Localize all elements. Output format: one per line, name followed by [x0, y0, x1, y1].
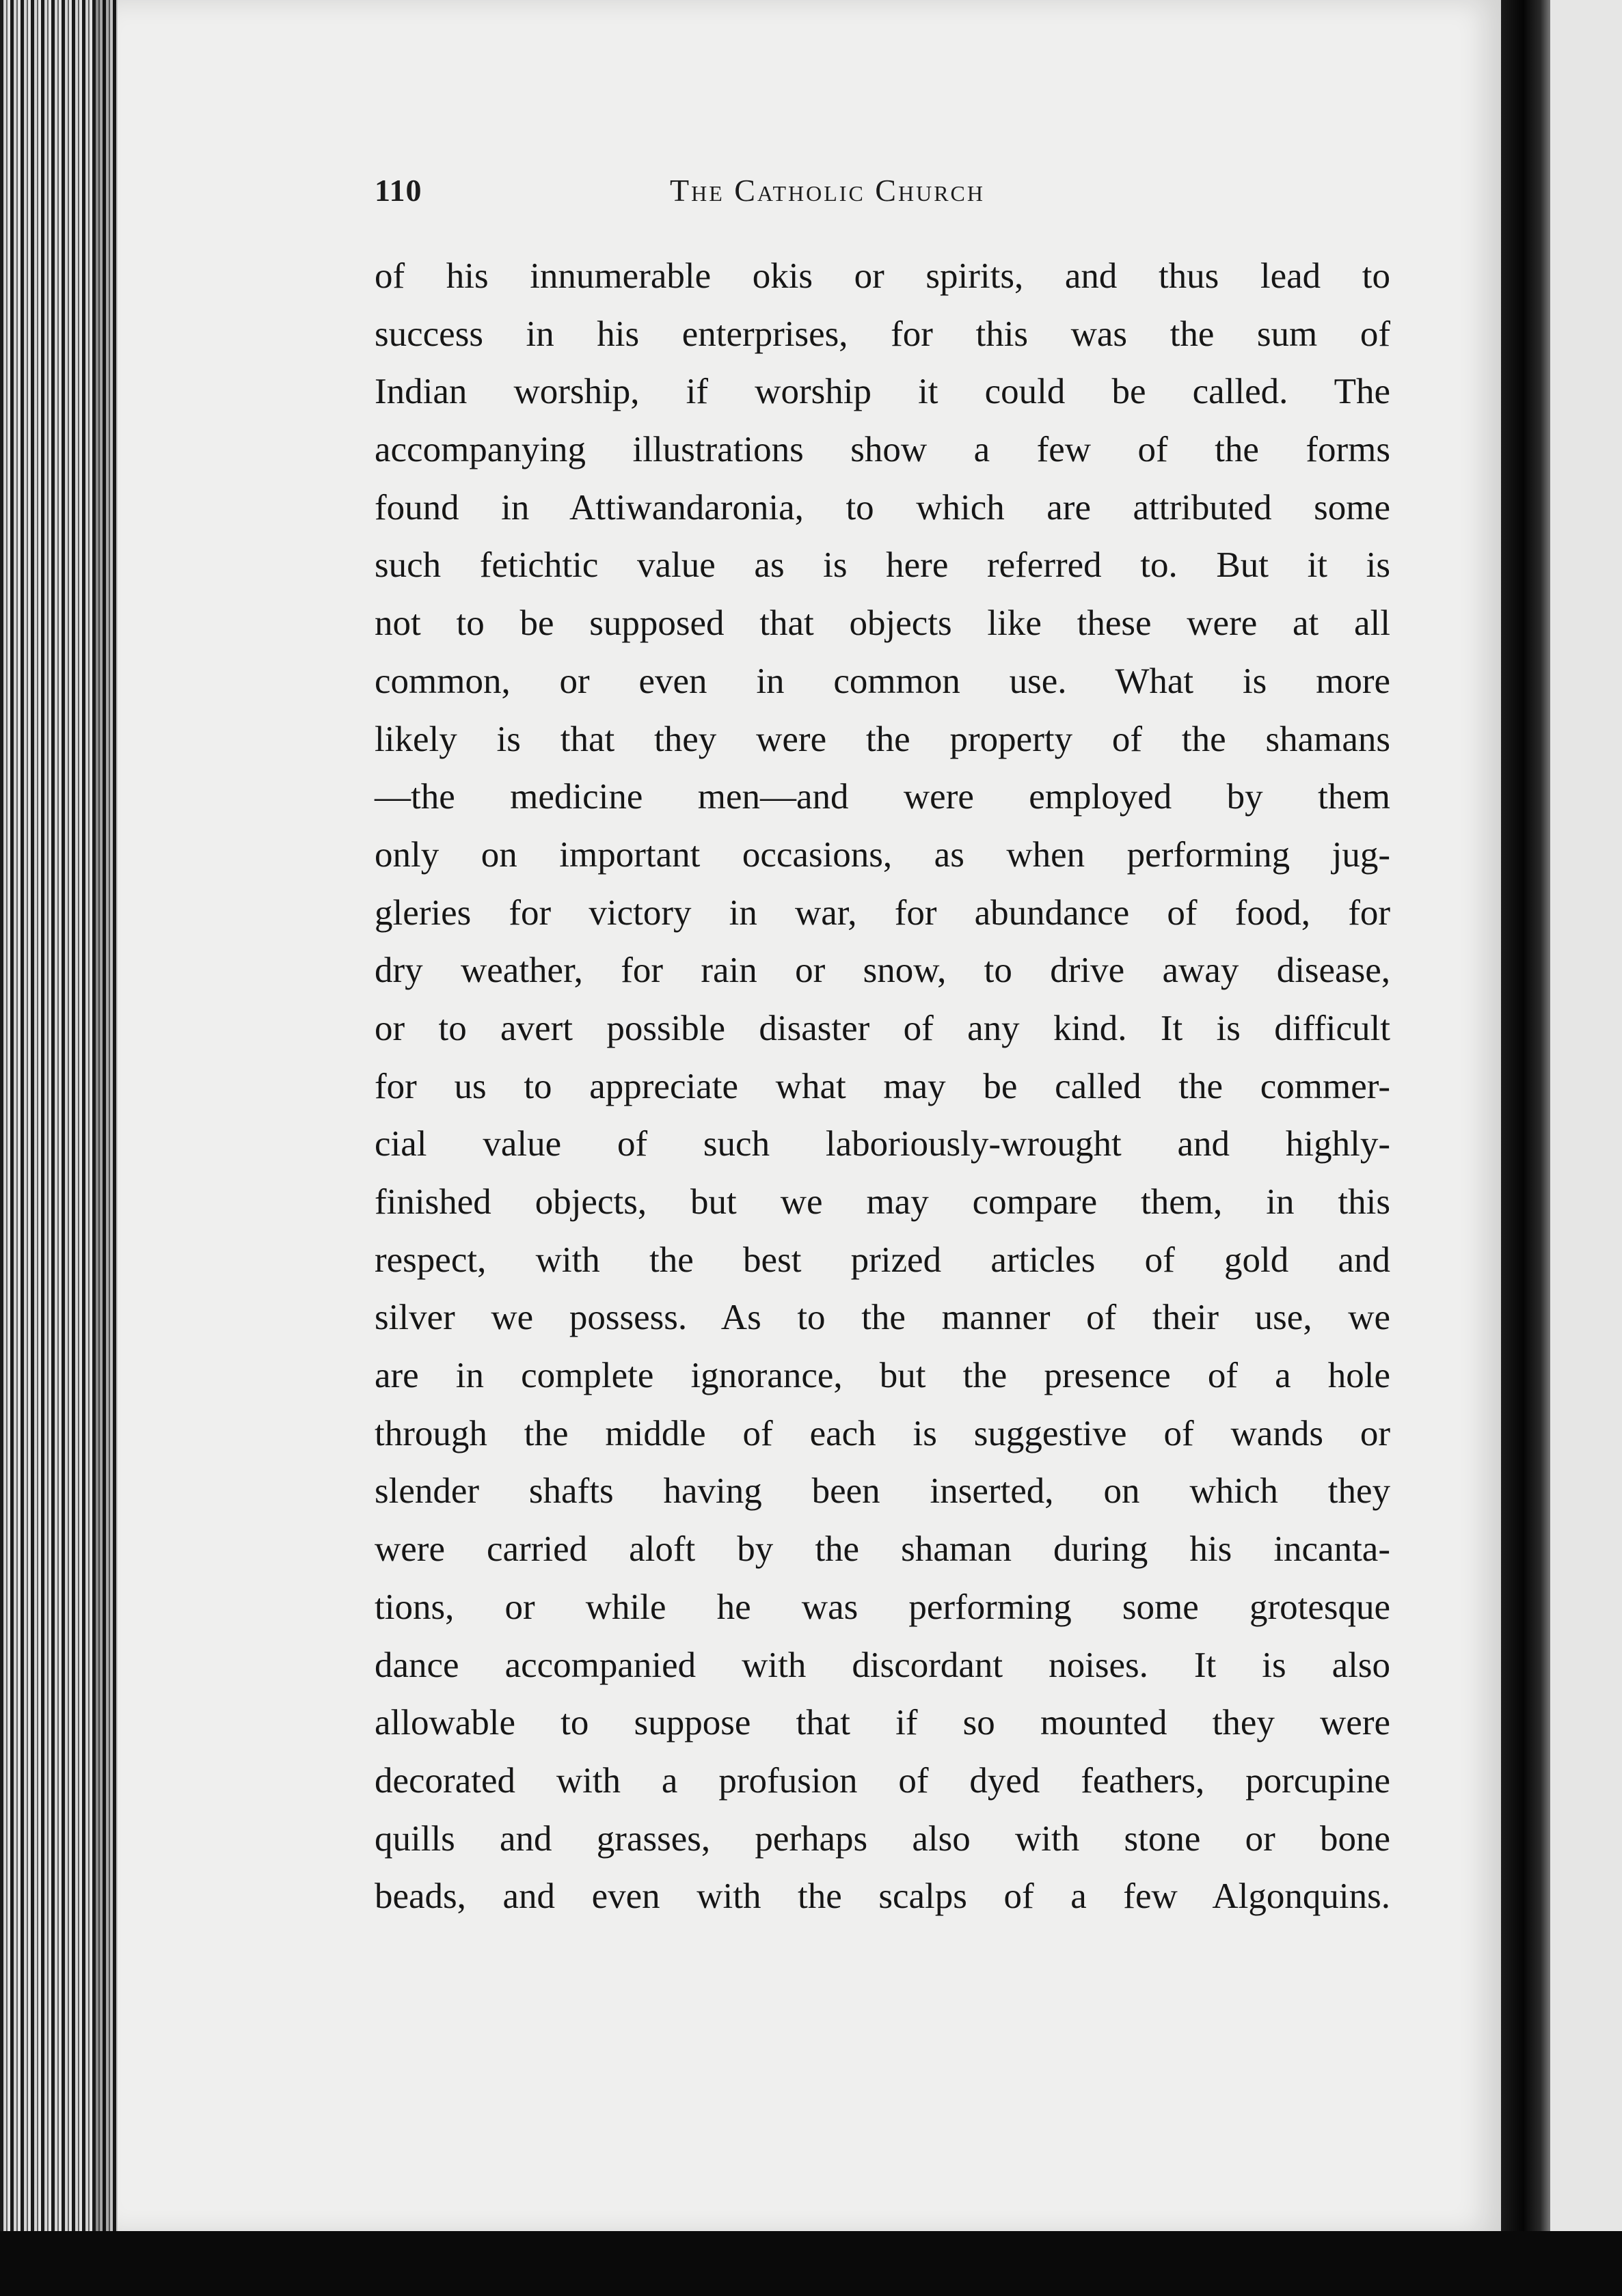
- text-line: respect, with the best prized articles of gold and: [375, 1240, 1390, 1280]
- book-gutter: [1501, 0, 1550, 2234]
- text-line: decorated with a profusion of dyed feathers, porcupine: [375, 1760, 1390, 1801]
- text-line: only on important occasions, as when performing jug-: [375, 834, 1390, 875]
- text-line: success in his enterprises, for this was the sum of: [375, 314, 1390, 354]
- text-line: cial value of such laboriously-wrought and highly-: [375, 1124, 1390, 1164]
- text-line: tions, or while he was performing some grotesque: [375, 1587, 1390, 1627]
- text-line: dry weather, for rain or snow, to drive away disease,: [375, 951, 1390, 991]
- text-line: allowable to suppose that if so mounted they were: [375, 1703, 1390, 1743]
- text-line: not to be supposed that objects like these were at all: [375, 603, 1390, 644]
- running-head: [375, 172, 1386, 220]
- page-number: 110: [375, 173, 422, 208]
- text-line: accompanying illustrations show a few of the forms: [375, 430, 1390, 470]
- running-title: The Catholic Church: [670, 173, 986, 208]
- scan-bottom-border: [0, 2231, 1622, 2296]
- text-line: silver we possess. As to the manner of their use, we: [375, 1298, 1390, 1338]
- text-line: dance accompanied with discordant noises. It is also: [375, 1645, 1390, 1685]
- text-line: gleries for victory in war, for abundance of food, for: [375, 892, 1390, 933]
- text-line: of his innumerable okis or spirits, and thus lead to: [375, 256, 1390, 296]
- text-line: —the medicine men—and were employed by them: [375, 777, 1390, 817]
- text-line: likely is that they were the property of the shamans: [375, 719, 1390, 759]
- facing-page-edge: [1550, 0, 1622, 2234]
- text-line: found in Attiwandaronia, to which are attributed some: [375, 487, 1390, 528]
- body-paragraph: [375, 247, 1390, 1926]
- text-line: beads, and even with the scalps of a few Algonquins.: [375, 1876, 1390, 1917]
- text-line: such fetichtic value as is here referred to. But it is: [375, 545, 1390, 586]
- text-line: for us to appreciate what may be called the commer-: [375, 1066, 1390, 1106]
- text-line: or to avert possible disaster of any kind. It is difficult: [375, 1008, 1390, 1048]
- text-line: are in complete ignorance, but the presence of a hole: [375, 1356, 1390, 1396]
- text-line: were carried aloft by the shaman during his incanta-: [375, 1529, 1390, 1570]
- text-line: slender shafts having been inserted, on which they: [375, 1471, 1390, 1512]
- text-line: finished objects, but we may compare them, in this: [375, 1182, 1390, 1222]
- text-line: quills and grasses, perhaps also with stone or bone: [375, 1818, 1390, 1859]
- text-line: Indian worship, if worship it could be called. The: [375, 372, 1390, 412]
- text-line: through the middle of each is suggestive of wands or: [375, 1413, 1390, 1453]
- text-line: common, or even in common use. What is more: [375, 661, 1390, 701]
